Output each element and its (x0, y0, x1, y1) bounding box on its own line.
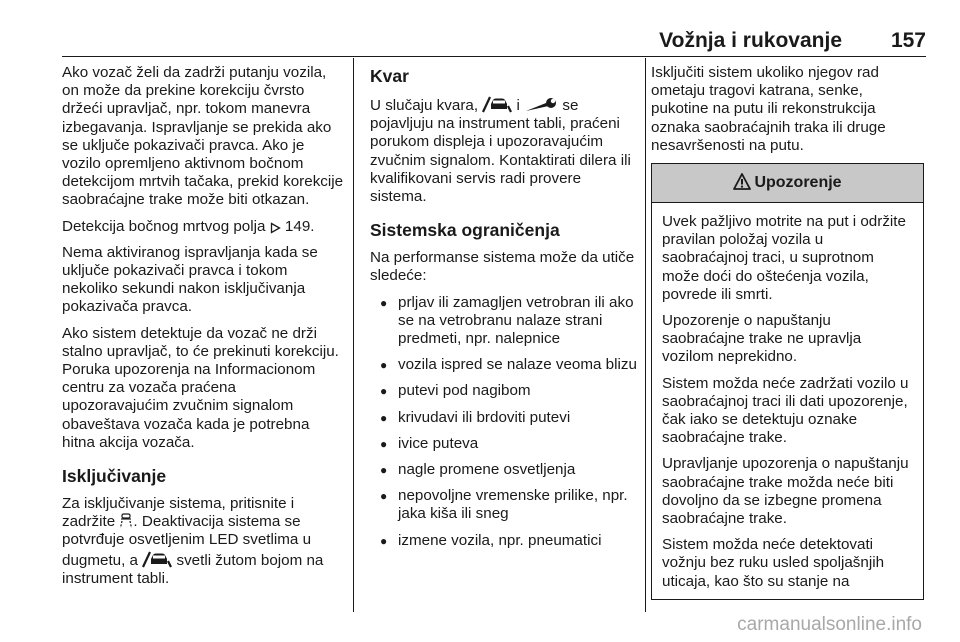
paragraph: Ako sistem detektuje da vozač ne drži stalno upravljač, to će prekinuti korekciju. Poruka upozorenja na Informacionom centru za vozača praćena upozoravajućim zvučnim signalom obaveštava vozača kada je potrebna hitna akcija vozača. (62, 324, 339, 451)
paragraph: Na performanse sistema može da utiče sledeće: (370, 249, 635, 285)
list-item: ● izmene vozila, npr. pneumatici (370, 532, 638, 550)
section-title: Vožnja i rukovanje (659, 29, 842, 52)
column-divider-1 (353, 58, 354, 612)
section-heading-fault: Kvar (370, 66, 409, 86)
warning-box (651, 163, 924, 600)
wrench-service-icon (524, 97, 558, 113)
limitations-list (370, 294, 638, 550)
list-item: ● nepovoljne vremenske prilike, npr. jaka kiša ili sneg (370, 487, 638, 523)
warning-paragraph: Upozorenje o napuštanju saobraćajne trake ne upravlja vozilom neprekidno. (662, 312, 862, 366)
paragraph: Ako vozač želi da zadrži putanju vozila, on može da prekine korekciju čvrsto držeći upravljač, npr. tokom manevra izbegavanja. Ispravljanje se prekida ako se uključe pokazivači pravca. Ako je vozilo opremljeno aktivnom bočnom detekcijom mrtvih tačaka, prekid korekcije saobraćajne trake može biti otkazan. (62, 64, 344, 209)
warning-body (652, 203, 923, 591)
list-item: ● krivudavi ili brdoviti putevi (370, 409, 638, 427)
list-item: ● ivice puteva (370, 435, 638, 453)
page-header (0, 0, 960, 58)
page-number: 157 (890, 29, 926, 52)
paragraph: Isključiti sistem ukoliko njegov rad ometaju tragovi katrana, senke, pukotine na putu ili rekonstrukcija oznaka saobraćajnih traka ili druge nesavršenosti na putu. (651, 64, 886, 154)
warning-paragraph: Sistem možda neće detektovati vožnju bez ruku usled spoljašnjih uticaja, kao što su stanje na (662, 536, 885, 590)
lane-keep-assist-icon (482, 95, 512, 113)
paragraph: Nema aktiviranog ispravljanja kada se uključe pokazivači pravca i tokom nekoliko sekundi nakon isključivanja pokazivača pravca. (62, 243, 318, 316)
column-3 (651, 64, 924, 600)
paragraph-fault: U slučaju kvara, i se pojavljuju na instrument tabli, praćeni porukom displeja i upozoravajućim zvučnim signalom. Kontaktirati dilera ili kvalifikovani servis radi provere sistema. (370, 97, 631, 206)
column-1 (62, 64, 346, 596)
page-reference-arrow-icon (270, 222, 281, 234)
page-reference-link[interactable]: 149. (284, 217, 315, 235)
paragraph-cross-reference: Detekcija bočnog mrtvog polja 149. (62, 217, 315, 235)
lane-departure-button-icon (119, 513, 133, 529)
section-heading-disable: Isključivanje (62, 466, 167, 487)
list-item: ● nagle promene osvetljenja (370, 461, 638, 479)
warning-header (652, 164, 923, 203)
list-item: ● vozila ispred se nalaze veoma blizu (370, 356, 638, 374)
column-divider-2 (645, 58, 646, 612)
lane-keep-assist-icon (142, 550, 172, 568)
section-heading-limitations: Sistemska ograničenja (370, 220, 560, 241)
header-divider (62, 56, 926, 57)
list-item: ● prljav ili zamagljen vetrobran ili ako se na vetrobranu nalaze strani predmeti, npr. nalepnice (370, 294, 638, 349)
warning-title: Upozorenje (754, 174, 842, 192)
warning-triangle-icon (733, 173, 751, 190)
watermark: carmanualsonline.info (737, 614, 922, 635)
warning-paragraph: Upravljanje upozorenja o napuštanju saobraćajne trake možda neće biti dovoljno da se izbegne promena saobraćajne trake. (662, 455, 909, 528)
warning-paragraph: Sistem možda neće zadržati vozilo u saobraćajnoj traci ili dati upozorenje, čak iako se detektuju oznake saobraćajne trake. (662, 374, 909, 447)
column-2 (370, 64, 638, 558)
warning-paragraph: Uvek pažljivo motrite na put i održite pravilan položaj vozila u saobraćajnoj traci, u suprotnom može doći do oštećenja vozila, povrede ili smrti. (662, 213, 906, 303)
list-item: ● putevi pod nagibom (370, 382, 638, 400)
paragraph-disable: Za isključivanje sistema, pritisnite i zadržite . Deaktivacija sistema se potvrđuje osvetljenim LED svetlima u dugmetu, a svetli žutom bojom na instrument tabli. (62, 495, 324, 587)
